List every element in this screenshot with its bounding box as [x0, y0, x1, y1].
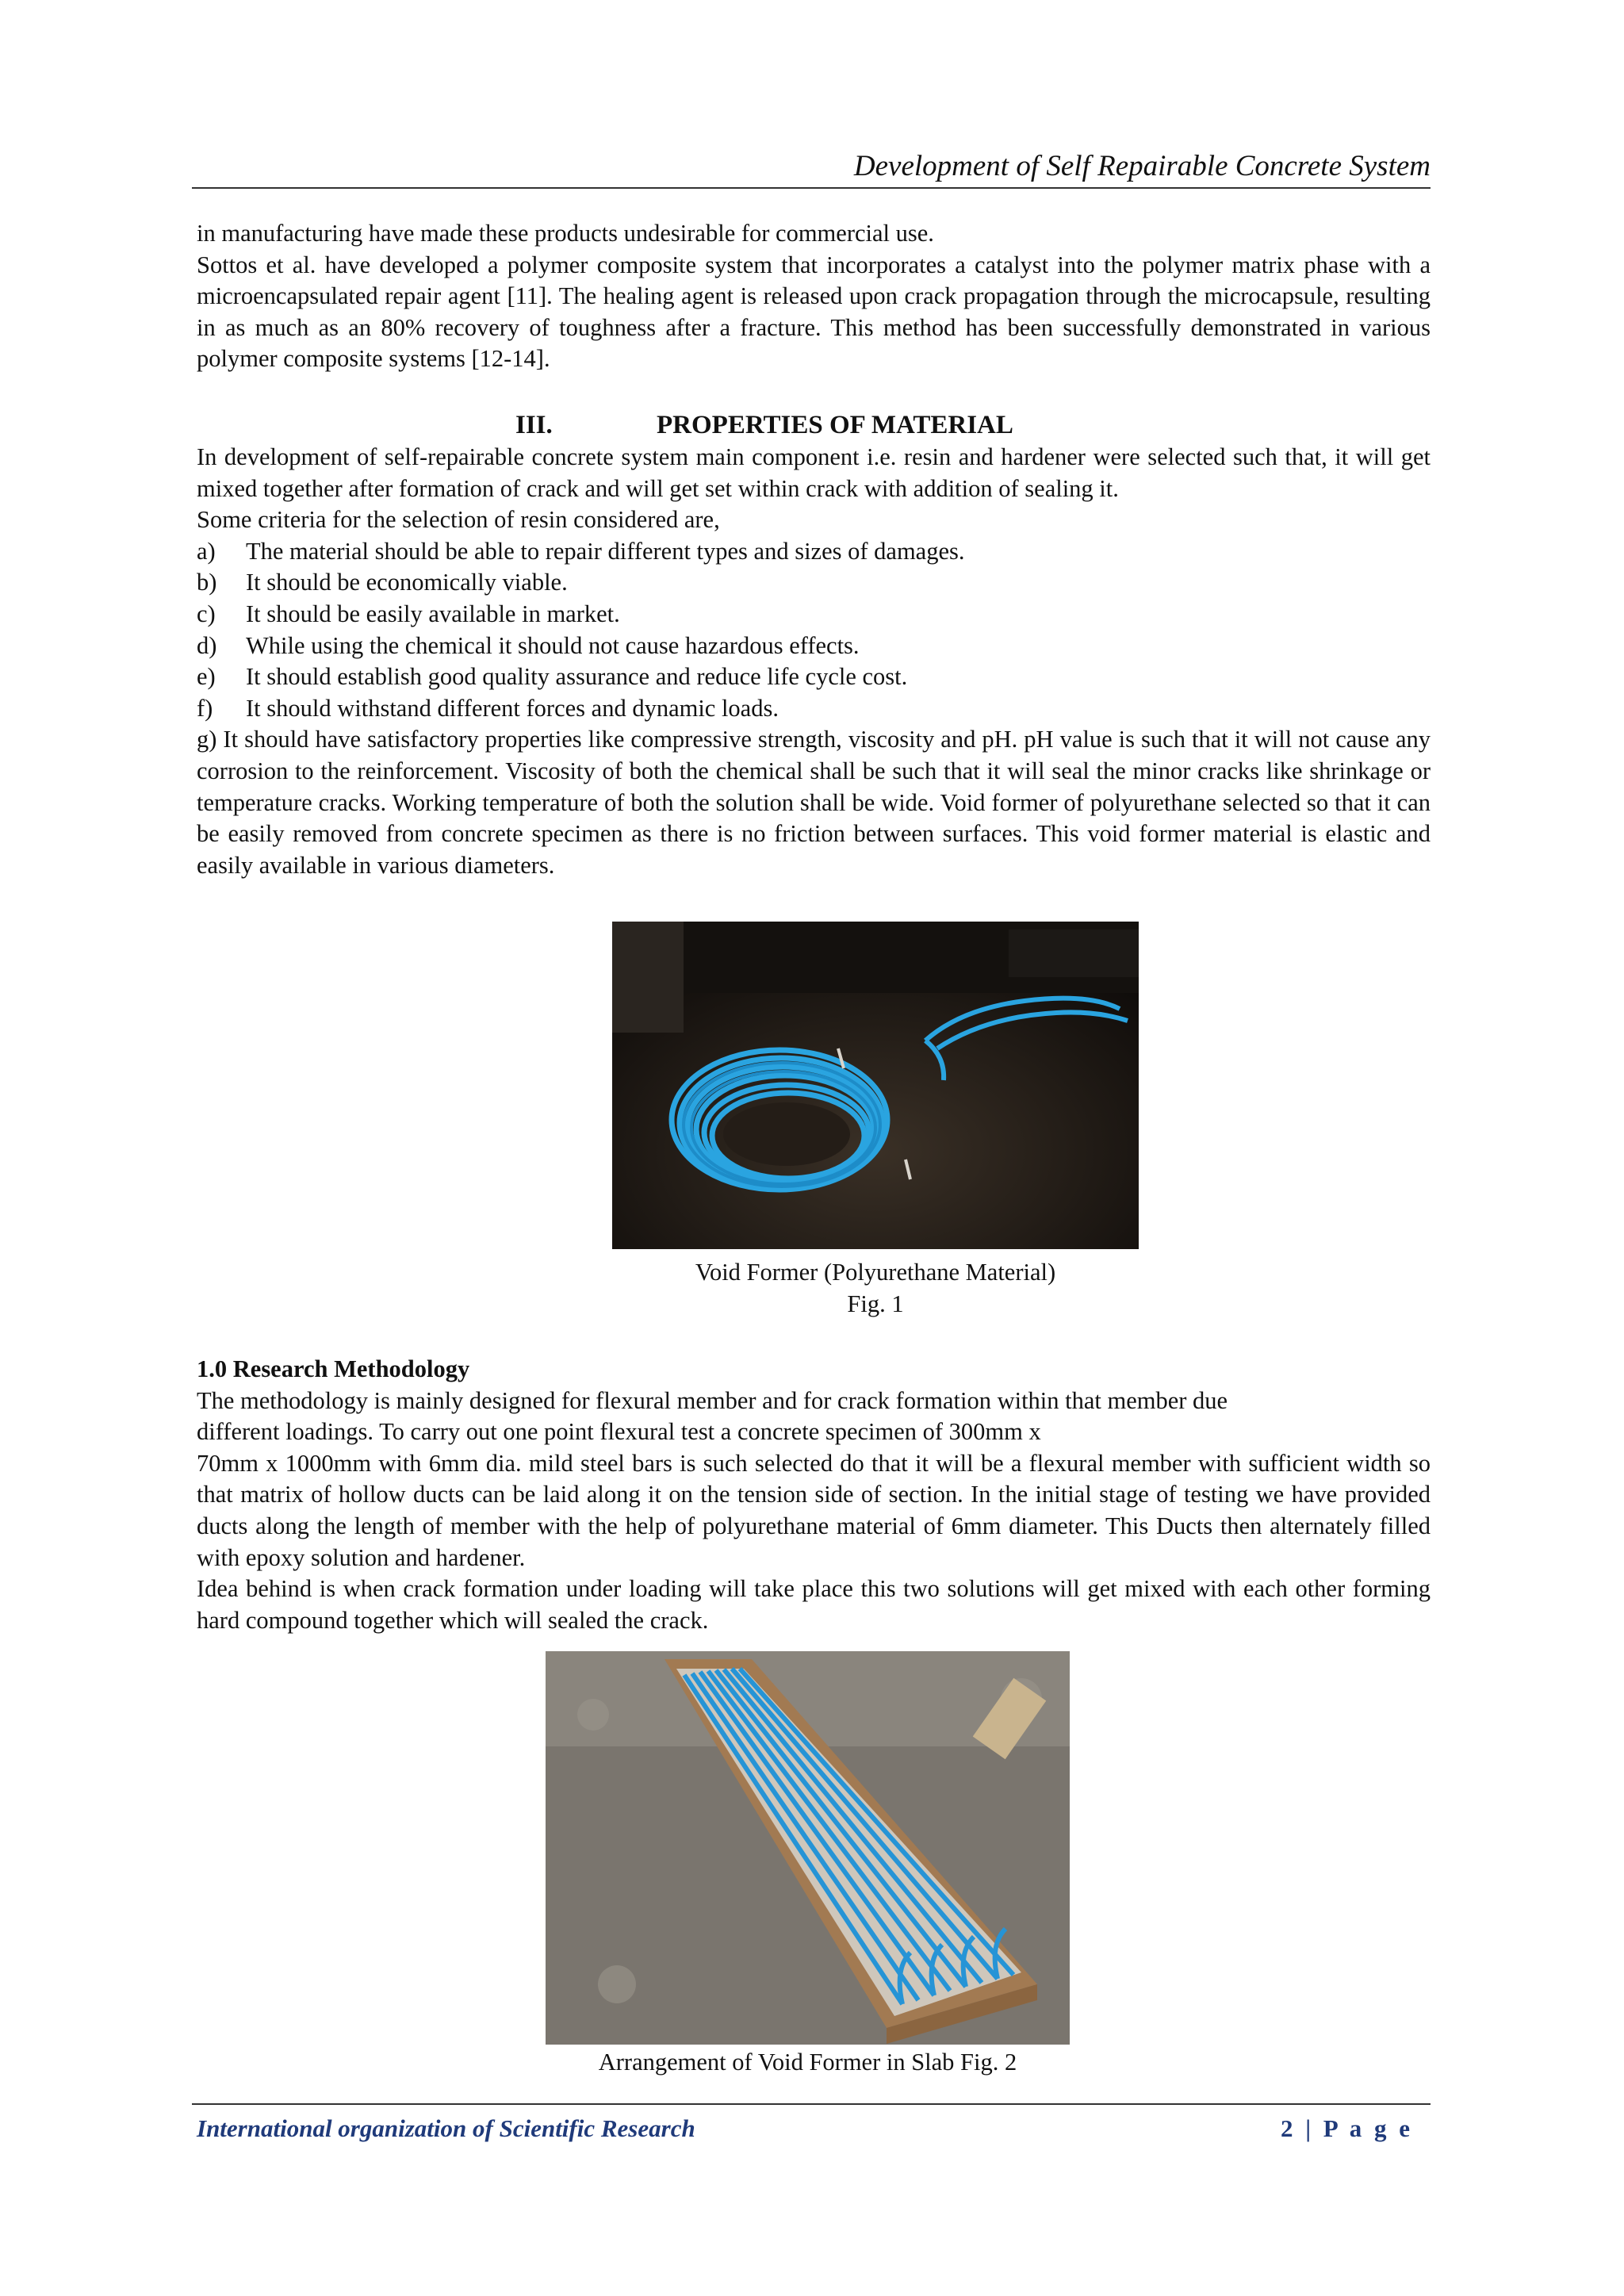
- criterion-marker: f): [197, 694, 213, 722]
- void-former-coil-illustration: [612, 922, 1139, 1249]
- criterion-marker: a): [197, 537, 216, 565]
- criteria-list: [197, 536, 1431, 725]
- intro-paragraph-2: Sottos et al. have developed a polymer composite system that incorporates a catalyst into the polymer matrix phase with a microencapsulated repair agent [11]. The healing agent is released upon crack propagation through the microcapsule, resulting in as much as an 80% recovery of toughness after a fracture. This method has been successfully demonstrated in various polymer composite systems [12-14].: [197, 251, 1431, 373]
- criterion-marker: d): [197, 631, 217, 659]
- intro-block: [197, 218, 1431, 375]
- criterion-text: It should withstand different forces and dynamic loads.: [246, 694, 779, 722]
- criterion-text: It should be economically viable.: [246, 569, 568, 596]
- methodology-line-1: The methodology is mainly designed for flexural member and for crack formation within that member due: [197, 1386, 1228, 1414]
- page-number: 2 | P a g e: [1280, 2114, 1413, 2142]
- figure-1-label: Fig. 1: [847, 1290, 904, 1317]
- criterion-item: [197, 567, 1431, 599]
- methodology-heading: 1.0 Research Methodology: [197, 1355, 470, 1382]
- criterion-marker: b): [197, 569, 217, 596]
- methodology-line-2: different loadings. To carry out one point flexural test a concrete specimen of 300mm x: [197, 1418, 1041, 1446]
- criterion-text: The material should be able to repair different types and sizes of damages.: [246, 537, 965, 565]
- footer-organization: International organization of Scientific Research: [197, 2114, 695, 2142]
- figure-1-caption-title: Void Former (Polyurethane Material): [695, 1259, 1056, 1286]
- methodology-paragraph-2: 70mm x 1000mm with 6mm dia. mild steel bars is such selected do that it will be a flexural member with sufficient width so that matrix of hollow ducts can be laid along it on the tension side of section. In the initial stage of testing we have provided ducts along the length of member with the help of polyurethane material of 6mm diameter. This Ducts then alternately filled with epoxy solution and hardener.: [197, 1449, 1431, 1571]
- slab-formwork-illustration: [546, 1651, 1070, 2045]
- criterion-item: [197, 661, 1431, 693]
- running-header: [192, 148, 1431, 189]
- criterion-item: [197, 599, 1431, 631]
- criterion-item: [197, 536, 1431, 568]
- figure-1-photo: [612, 922, 1139, 1249]
- criterion-g: g) It should have satisfactory properties like compressive strength, viscosity and pH. pH value is such that it will not cause any corrosion to the reinforcement. Viscosity of both the chemical shall be such that it will seal the minor cracks like shrinkage or temperature cracks. Working temperature of both the solution shall be wide. Void former of polyurethane selected so that it can be easily removed from concrete specimen as there is no friction between surfaces. This void former material is elastic and easily available in various diameters.: [197, 726, 1431, 879]
- methodology-paragraph-3: Idea behind is when crack formation under loading will take place this two solutions will get mixed with each other forming hard compound together which will sealed the crack.: [197, 1575, 1431, 1634]
- criterion-item: [197, 693, 1431, 725]
- section-title: PROPERTIES OF MATERIAL: [657, 411, 1013, 439]
- section-paragraph-1: In development of self-repairable concrete system main component i.e. resin and hardener were selected such that, it will get mixed together after formation of crack and will get set within crack with addition of sealing it.: [197, 443, 1431, 502]
- criterion-item: [197, 631, 1431, 662]
- criterion-text: It should establish good quality assurance and reduce life cycle cost.: [246, 663, 908, 691]
- figure-2-photo: [546, 1651, 1070, 2045]
- page-footer: [192, 2103, 1431, 2152]
- figure-1-caption: [612, 1256, 1139, 1320]
- section-paragraph-2: Some criteria for the selection of resin considered are,: [197, 506, 720, 534]
- running-title: Development of Self Repairable Concrete System: [853, 150, 1431, 182]
- intro-paragraph-1: in manufacturing have made these products undesirable for commercial use.: [197, 220, 934, 247]
- section-body: [197, 442, 1431, 881]
- criterion-marker: c): [197, 600, 216, 627]
- methodology-block: [197, 1354, 1431, 1636]
- section-number: III.: [515, 411, 553, 439]
- figure-2-caption: Arrangement of Void Former in Slab Fig. 2: [598, 2049, 1017, 2076]
- criterion-text: It should be easily available in market.: [246, 600, 620, 627]
- criterion-marker: e): [197, 663, 216, 691]
- criterion-text: While using the chemical it should not cause hazardous effects.: [246, 631, 860, 659]
